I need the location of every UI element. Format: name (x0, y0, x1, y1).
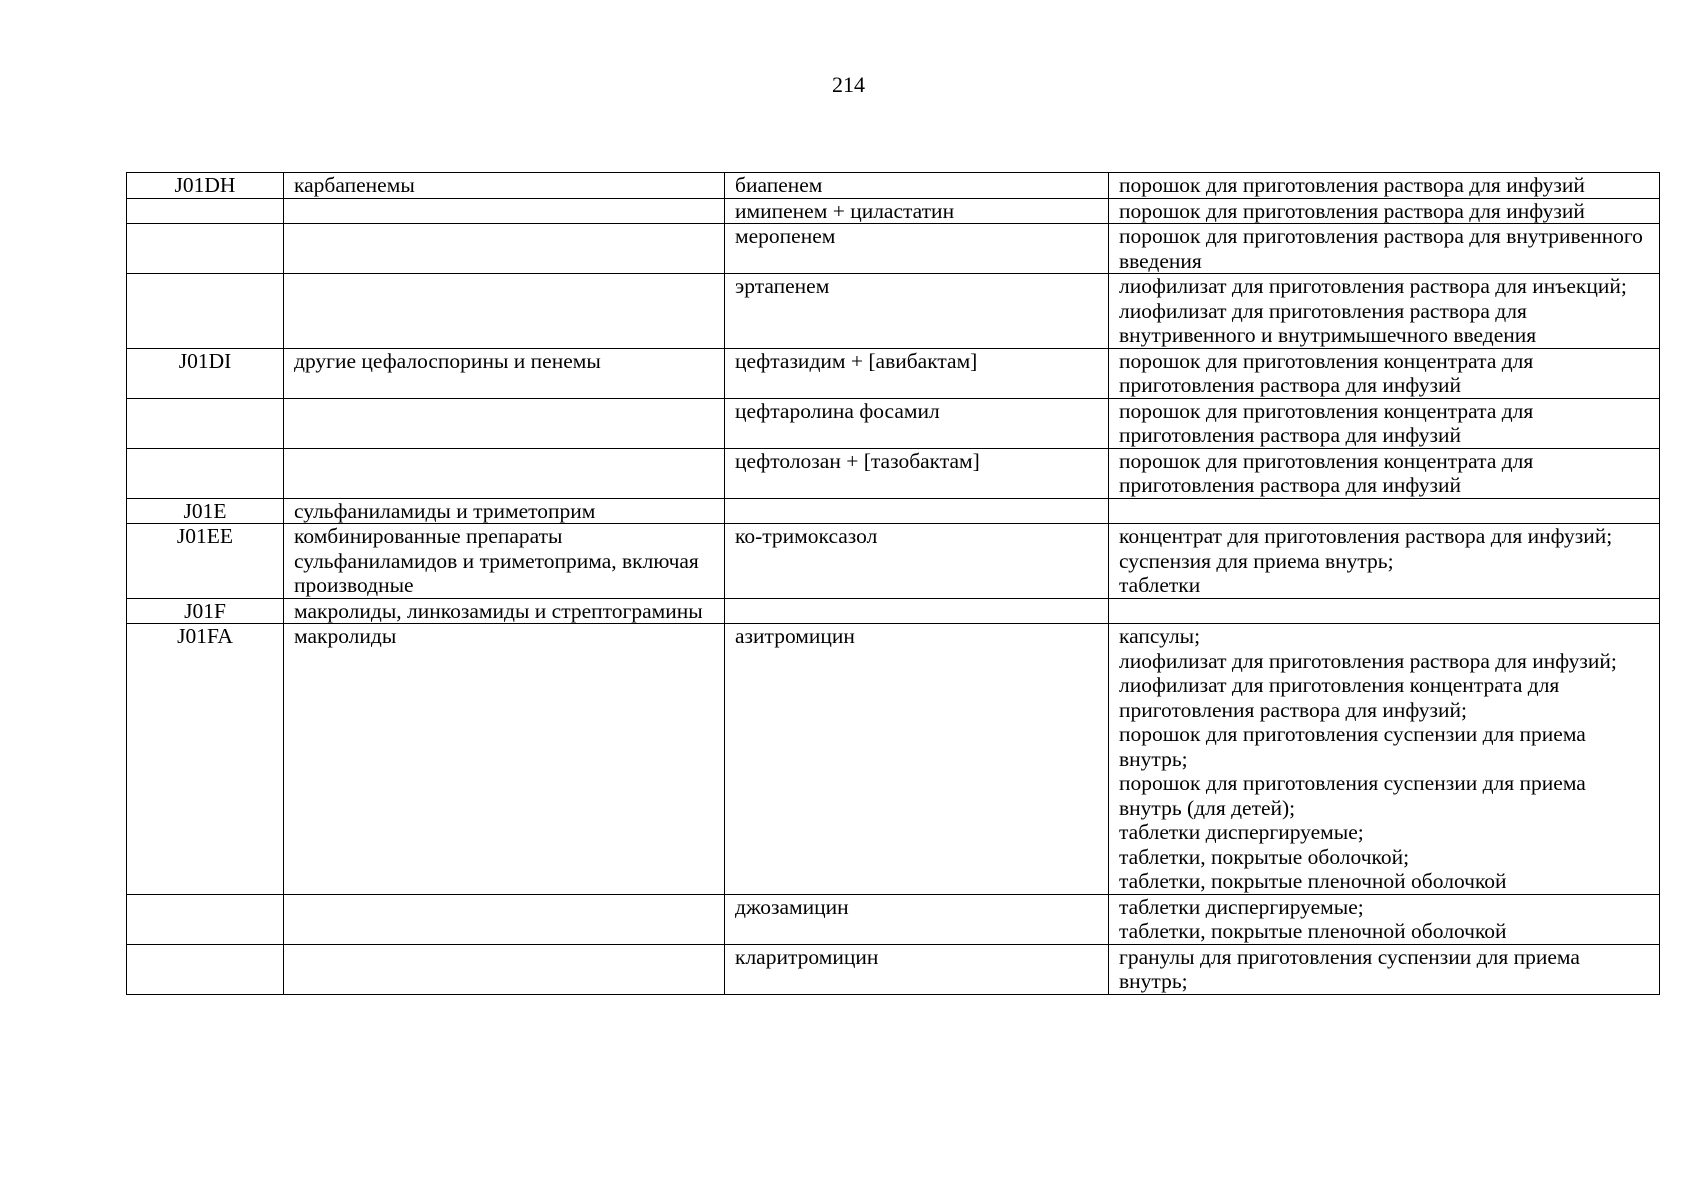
atc-code-cell: J01FA (127, 624, 284, 895)
group-name-cell: сульфаниламиды и триметоприм (284, 498, 725, 524)
drug-name-cell: цефтазидим + [авибактам] (725, 348, 1109, 398)
dosage-form-cell (1109, 274, 1660, 349)
drug-name-cell: цефтолозан + [тазобактам] (725, 448, 1109, 498)
group-name-cell (284, 944, 725, 994)
group-name-cell (284, 198, 725, 224)
dosage-form-cell (1109, 524, 1660, 599)
drug-name-cell: ко-тримоксазол (725, 524, 1109, 599)
dosage-form-cell (1109, 173, 1660, 199)
drug-name-cell (725, 598, 1109, 624)
atc-code-cell (127, 198, 284, 224)
table-row (127, 173, 1660, 199)
group-name-cell (284, 894, 725, 944)
dosage-form-line: порошок для приготовления концентрата для приготовления раствора для инфузий (1119, 398, 1534, 447)
dosage-form-line: лиофилизат для приготовления концентрата для приготовления раствора для инфузий; (1119, 673, 1560, 722)
drug-name-cell: биапенем (725, 173, 1109, 199)
table-row (127, 448, 1660, 498)
group-name-cell (284, 274, 725, 349)
dosage-form-line: таблетки, покрытые пленочной оболочкой (1119, 919, 1507, 943)
group-name-cell: комбинированные препараты сульфаниламидов и триметоприма, включая производные (284, 524, 725, 599)
group-name-cell (284, 224, 725, 274)
table-row (127, 624, 1660, 895)
group-name-cell (284, 448, 725, 498)
dosage-form-line: порошок для приготовления раствора для внутривенного введения (1119, 224, 1643, 273)
atc-code-cell (127, 944, 284, 994)
dosage-form-line: капсулы; (1119, 624, 1201, 648)
drug-name-cell: меропенем (725, 224, 1109, 274)
dosage-form-line: концентрат для приготовления раствора для инфузий; (1119, 524, 1613, 548)
table-row (127, 398, 1660, 448)
group-name-cell: карбапенемы (284, 173, 725, 199)
group-name-cell: макролиды (284, 624, 725, 895)
atc-code-cell (127, 894, 284, 944)
atc-code-cell (127, 448, 284, 498)
drug-table (126, 172, 1660, 995)
drug-name-cell: имипенем + циластатин (725, 198, 1109, 224)
dosage-form-line: таблетки диспергируемые; (1119, 820, 1364, 844)
table-row (127, 944, 1660, 994)
drug-name-cell (725, 498, 1109, 524)
atc-code-cell: J01DI (127, 348, 284, 398)
drug-name-cell: цефтаролина фосамил (725, 398, 1109, 448)
dosage-form-cell (1109, 398, 1660, 448)
group-name-cell (284, 398, 725, 448)
group-name-cell: макролиды, линкозамиды и стрептограмины (284, 598, 725, 624)
drug-name-cell: эртапенем (725, 274, 1109, 349)
dosage-form-cell (1109, 448, 1660, 498)
drug-name-cell: кларитромицин (725, 944, 1109, 994)
table-row (127, 894, 1660, 944)
table-row (127, 524, 1660, 599)
dosage-form-line: порошок для приготовления раствора для инфузий (1119, 173, 1585, 197)
dosage-form-cell (1109, 224, 1660, 274)
dosage-form-cell (1109, 624, 1660, 895)
dosage-form-line: гранулы для приготовления суспензии для приема внутрь; (1119, 944, 1580, 993)
dosage-form-cell (1109, 944, 1660, 994)
atc-code-cell: J01E (127, 498, 284, 524)
table-body (127, 173, 1660, 995)
table-row (127, 498, 1660, 524)
dosage-form-line: суспензия для приема внутрь; (1119, 548, 1394, 573)
group-name-cell: другие цефалоспорины и пенемы (284, 348, 725, 398)
dosage-form-line: порошок для приготовления концентрата для приготовления раствора для инфузий (1119, 348, 1534, 397)
dosage-form-line: таблетки, покрытые оболочкой; (1119, 844, 1410, 869)
table-row (127, 224, 1660, 274)
table-row (127, 348, 1660, 398)
atc-code-cell (127, 398, 284, 448)
atc-code-cell (127, 274, 284, 349)
table-row (127, 274, 1660, 349)
drug-name-cell: азитромицин (725, 624, 1109, 895)
atc-code-cell: J01F (127, 598, 284, 624)
dosage-form-line: лиофилизат для приготовления раствора для инфузий; (1119, 648, 1617, 673)
atc-code-cell: J01DH (127, 173, 284, 199)
atc-code-cell: J01EE (127, 524, 284, 599)
dosage-form-line: лиофилизат для приготовления раствора для инъекций; лиофилизат для приготовления раствора для внутривенного и внутримышечного введения (1119, 274, 1627, 347)
dosage-form-cell (1109, 198, 1660, 224)
dosage-form-line: порошок для приготовления раствора для инфузий (1119, 198, 1585, 223)
page-number: 214 (832, 72, 865, 97)
dosage-form-line: таблетки, покрытые пленочной оболочкой (1119, 869, 1507, 893)
drug-name-cell: джозамицин (725, 894, 1109, 944)
dosage-form-line: порошок для приготовления концентрата для приготовления раствора для инфузий (1119, 448, 1534, 497)
dosage-form-cell (1109, 348, 1660, 398)
table-row (127, 198, 1660, 224)
atc-code-cell (127, 224, 284, 274)
table-row (127, 598, 1660, 624)
dosage-form-line: порошок для приготовления суспензии для приема внутрь (для детей); (1119, 771, 1586, 820)
dosage-form-cell (1109, 894, 1660, 944)
dosage-form-cell (1109, 598, 1660, 624)
dosage-form-line: таблетки диспергируемые; (1119, 894, 1364, 919)
dosage-form-line: таблетки (1119, 573, 1201, 597)
dosage-form-line: порошок для приготовления суспензии для приема внутрь; (1119, 722, 1586, 771)
dosage-form-cell (1109, 498, 1660, 524)
